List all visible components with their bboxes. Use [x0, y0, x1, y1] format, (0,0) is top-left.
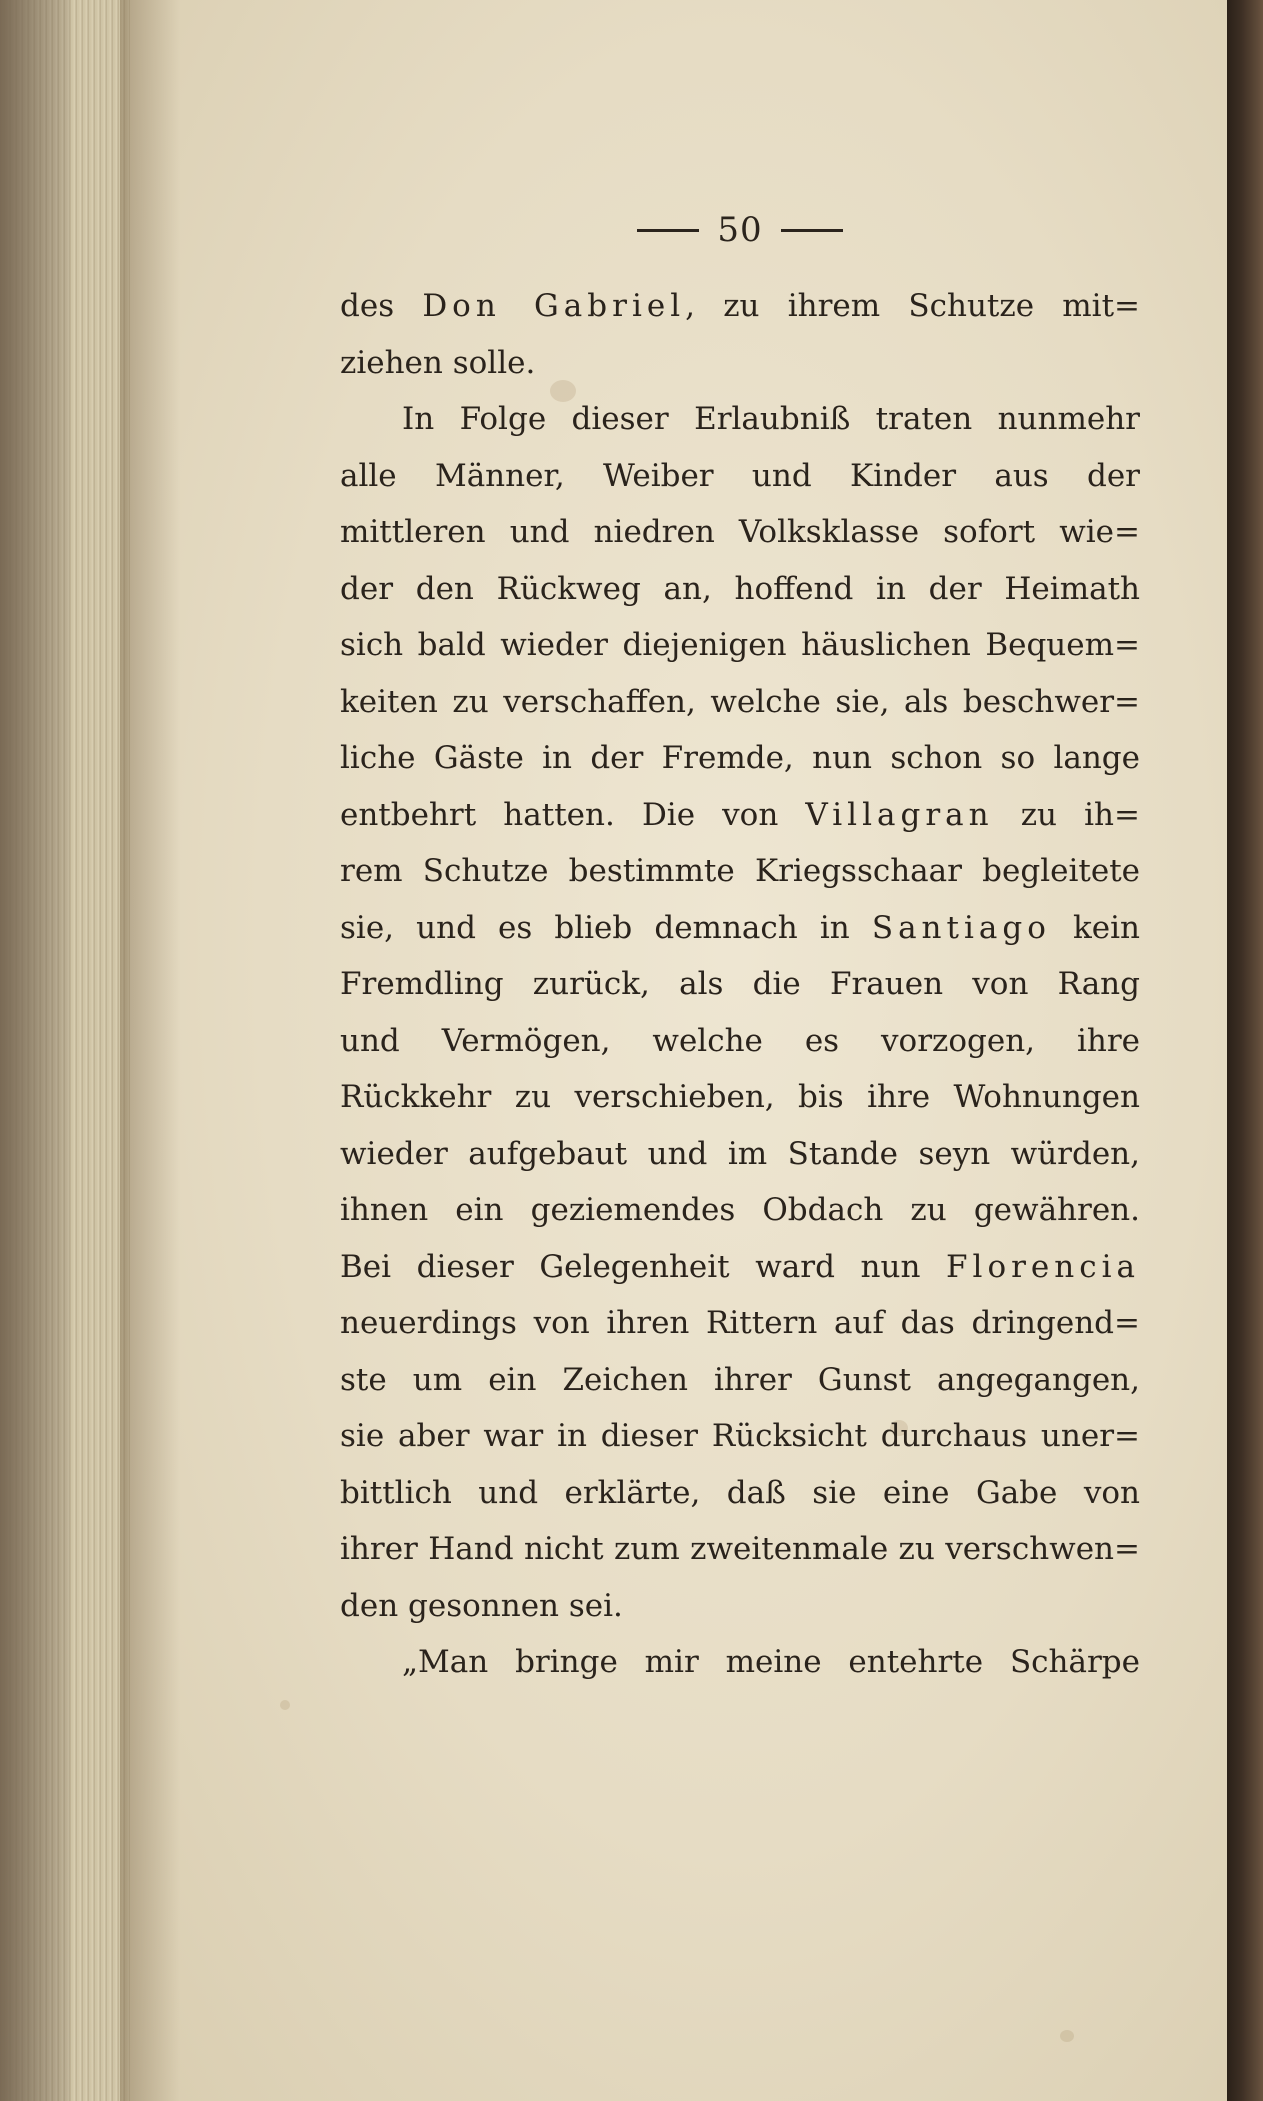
text-line-segment: bittlich und erklärte, daß sie eine Gabe von: [340, 1474, 1140, 1511]
page-gutter-shadow: [120, 0, 180, 2101]
text-line: [340, 335, 1140, 392]
text-line-segment: neuerdings von ihren Rittern auf das dringend=: [340, 1305, 1140, 1341]
text-line: [340, 1352, 1140, 1409]
text-line: [340, 1069, 1140, 1126]
text-line-segment: entbehrt hatten. Die von: [340, 796, 806, 833]
text-line: [340, 561, 1140, 618]
spaced-name: Don Gabriel: [422, 288, 686, 324]
text-line-segment: Fremdling zurück, als die Frauen von Rang: [340, 966, 1140, 1002]
text-line-segment: sie aber war in dieser Rücksicht durchaus uner=: [340, 1418, 1140, 1454]
text-line: [340, 1295, 1140, 1352]
text-line: [340, 1408, 1140, 1465]
text-line-segment: zu ih=: [993, 796, 1140, 833]
text-line-segment: rem Schutze bestimmte Kriegsschaar begleitete: [340, 853, 1140, 889]
foxing-spot: [280, 1700, 290, 1710]
text-line-segment: und Vermögen, welche es vorzogen, ihre: [340, 1022, 1140, 1059]
text-line: [340, 391, 1140, 448]
text-line: [340, 448, 1140, 505]
text-line-segment: ste um ein Zeichen ihrer Gunst angegangen,: [340, 1361, 1140, 1398]
page-header: [600, 205, 880, 255]
text-line-segment: liche Gäste in der Fremde, nun schon so lange: [340, 740, 1140, 776]
text-line-segment: ihrer Hand nicht zum zweitenmale zu verschwen=: [340, 1531, 1140, 1567]
text-line-segment: sie, und es blieb demnach in: [340, 909, 872, 946]
text-line: [340, 1465, 1140, 1522]
text-line: [340, 1126, 1140, 1183]
text-line-segment: ziehen solle.: [340, 344, 536, 381]
header-dash-right: [781, 229, 843, 232]
page-number: 50: [717, 210, 763, 250]
text-line: [340, 1013, 1140, 1070]
spaced-name: Villagran: [805, 796, 994, 833]
page-edges-shadow: [0, 0, 70, 2101]
body-text: [340, 278, 1140, 1691]
text-line: [340, 900, 1140, 957]
text-line-segment: ihnen ein geziemendes Obdach zu gewähren.: [340, 1192, 1140, 1228]
book-cover-edge: [1227, 0, 1263, 2101]
text-line-segment: keiten zu verschaffen, welche sie, als beschwer=: [340, 683, 1140, 720]
text-line-segment: sich bald wieder diejenigen häuslichen Bequem=: [340, 627, 1140, 663]
text-line-segment: kein: [1050, 909, 1140, 946]
text-line: [340, 1182, 1140, 1239]
text-line-segment: den gesonnen sei.: [340, 1587, 623, 1624]
text-line-segment: alle Männer, Weiber und Kinder aus der: [340, 457, 1140, 494]
text-line: [340, 674, 1140, 731]
text-line: [340, 1578, 1140, 1635]
text-line: [340, 1239, 1140, 1296]
text-line: [340, 956, 1140, 1013]
text-line: [340, 1521, 1140, 1578]
text-line: [340, 730, 1140, 787]
text-line: [340, 843, 1140, 900]
text-line: [340, 617, 1140, 674]
spaced-name: Santiago: [871, 909, 1051, 946]
header-dash-left: [637, 229, 699, 232]
spaced-name: Florencia: [946, 1248, 1140, 1285]
text-line-segment: Rückkehr zu verschieben, bis ihre Wohnungen: [340, 1079, 1140, 1115]
text-line-segment: wieder aufgebaut und im Stande seyn würden,: [340, 1135, 1140, 1172]
text-line: [340, 1634, 1140, 1691]
text-line-segment: , zu ihrem Schutze mit=: [685, 288, 1141, 324]
foxing-spot: [1060, 2030, 1074, 2042]
text-line-segment: In Folge dieser Erlaubniß traten nunmehr: [402, 401, 1140, 437]
text-line-segment: des: [340, 288, 423, 324]
text-line-segment: der den Rückweg an, hoffend in der Heimath: [340, 570, 1140, 607]
text-line-segment: mittleren und niedren Volksklasse sofort wie=: [340, 514, 1140, 550]
text-line: [340, 787, 1140, 844]
text-line-segment: Bei dieser Gelegenheit ward nun: [340, 1248, 947, 1285]
text-line: [340, 504, 1140, 561]
text-line: [340, 278, 1140, 335]
text-line-segment: „Man bringe mir meine entehrte Schärpe: [402, 1644, 1140, 1680]
